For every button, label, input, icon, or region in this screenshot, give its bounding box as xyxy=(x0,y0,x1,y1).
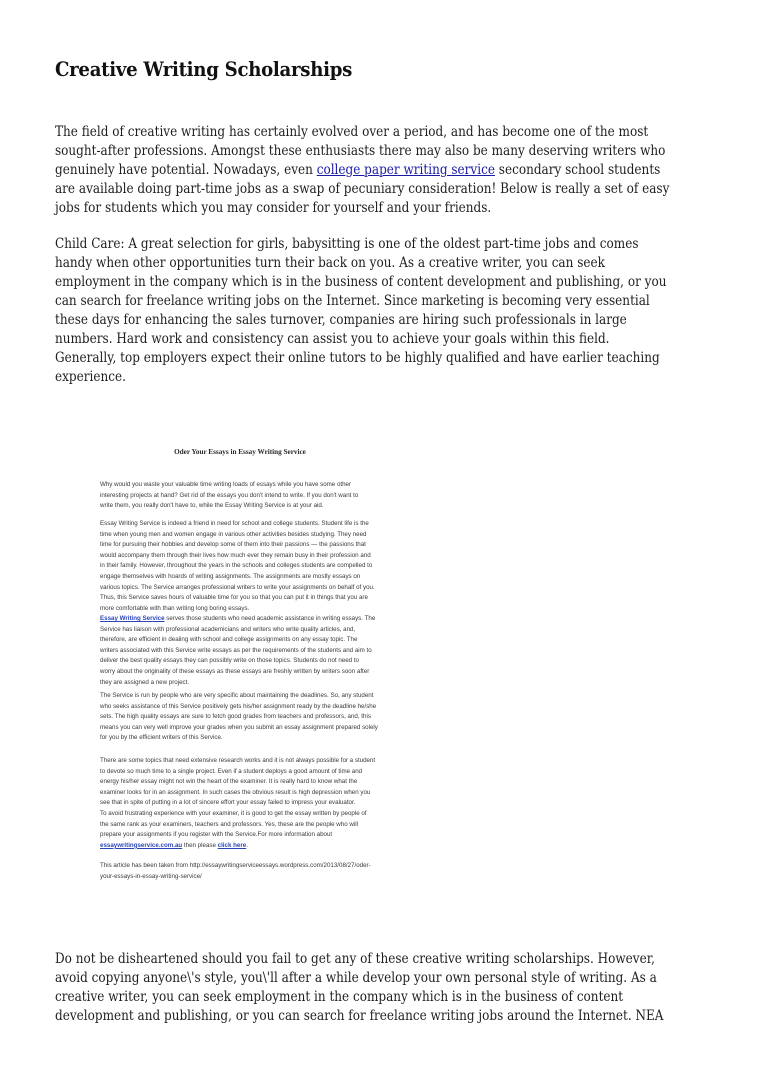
text-line: sets. The high quality essays are sure to fetch good grades from teachers and professors, and, this xyxy=(100,713,371,721)
text-line: This article has been taken from http://essaywritingserviceessays.wordpress.com/2013/08/27/oder- xyxy=(100,862,371,869)
child-care-paragraph xyxy=(55,235,666,387)
text-line: write them, you really don't have to, while the Essay Writing Service is at your aid. xyxy=(100,502,324,510)
embedded-essaywritingservice-link: essaywritingservice.com.au xyxy=(100,841,183,849)
text-line: handy when other opportunities turn their back on you. As a creative writer, you can seek xyxy=(55,255,605,271)
text-line xyxy=(100,841,367,852)
text-line: deliver the best quality essays they can possibly write on those topics. Students do not need to xyxy=(100,657,359,665)
text-line: development and publishing, or you can search for freelance writing jobs around the Internet. NEA xyxy=(55,1008,664,1024)
embedded-essay-image xyxy=(80,400,480,920)
text-line: prepare your assignments if you register with the Service.For more information about xyxy=(100,831,333,839)
text-line: your-essays-in-essay-writing-service/ xyxy=(100,872,202,880)
embedded-paragraph xyxy=(100,614,375,688)
text-line: The Service is run by people who are very specific about maintaining the deadlines. So, any student xyxy=(100,692,374,699)
intro-paragraph xyxy=(55,123,669,218)
text-line: means you can very well improve your grades when you submit an essay assignment prepared solely xyxy=(100,723,378,731)
text-line: engage themselves with hoards of writing assignments. The assignments are mostly essays on xyxy=(100,572,361,580)
text-line: The field of creative writing has certainly evolved over a period, and has become one of the most xyxy=(55,124,649,140)
embedded-essay-writing-service-link: Essay Writing Service xyxy=(100,615,165,622)
embedded-paragraph xyxy=(100,519,375,614)
text-line: Do not be disheartened should you fail to get any of these creative writing scholarships. However, xyxy=(55,951,655,967)
text-line: interesting projects at hand? Get rid of the essays you don't intend to write. If you don't want to xyxy=(100,491,359,499)
text-line: can search for freelance writing jobs on the Internet. Since marketing is becoming very essential xyxy=(55,293,650,309)
text-line: see that in spite of putting in a lot of sincere effort your essay failed to impress your evaluator. xyxy=(100,799,356,807)
text-line: Thus, this Service saves hours of valuable time for you so that you can put it in things that you are xyxy=(100,594,368,602)
text-line: they are assigned a new project. xyxy=(100,678,190,686)
embedded-doc-title: Oder Your Essays in Essay Writing Service xyxy=(174,448,306,456)
text-line: examiner looks for in an assignment. In such cases the obvious result is high depression when you xyxy=(100,788,371,796)
text-line: time for pursuing their hobbies and develop some of them into their passions — the passions that xyxy=(100,541,366,549)
text-line: these days for enhancing the sales turnover, companies are hiring such professionals in large xyxy=(55,312,627,328)
college-paper-writing-service-link[interactable]: college paper writing service xyxy=(316,162,495,178)
text-segment: secondary school students xyxy=(494,162,661,178)
text-line xyxy=(55,161,669,180)
text-line: experience. xyxy=(55,369,126,385)
text-segment: genuinely have potential. Nowadays, even xyxy=(55,162,317,178)
text-line: worry about the originality of these essays as these essays are freshly written by writers soon after xyxy=(100,667,370,675)
text-line: Child Care: A great selection for girls, babysitting is one of the oldest part-time jobs and comes xyxy=(55,236,639,252)
text-line: Why would you waste your valuable time writing loads of essays while you have some other xyxy=(100,481,352,488)
text-line: energy his/her essay might not win the heart of the examiner. It is really hard to know what the xyxy=(100,778,358,786)
text-line: who seeks assistance of this Service positively gets his/her assignment ready by the deadline he/she xyxy=(100,702,377,710)
text-line xyxy=(100,614,375,625)
text-line: more comfortable with than writing long boring essays. xyxy=(100,604,250,612)
text-line: would accompany them through their lives how much ever they remain busy in their profession and xyxy=(100,551,371,559)
text-line: to devote so much time to a single project. Even if a student deploys a good amount of time and xyxy=(100,767,363,775)
embedded-paragraph xyxy=(100,861,371,882)
page-title: Creative Writing Scholarships xyxy=(55,58,353,81)
embedded-paragraph xyxy=(100,809,367,851)
text-line: To avoid frustrating experience with your examiner, it is good to get the essay written by people of xyxy=(100,810,367,817)
text-line: creative writer, you can seek employment in the company which is in the business of content xyxy=(55,989,624,1005)
text-line: numbers. Hard work and consistency can assist you to achieve your goals within this field. xyxy=(55,331,610,347)
text-line: Service has liaison with professional academicians and writers who write quality articles, and, xyxy=(100,625,356,633)
embedded-paragraph xyxy=(100,480,358,512)
text-line: therefore, are efficient in dealing with school and college assignments on any essay topic. The xyxy=(100,636,358,644)
text-line: are available doing part-time jobs as a swap of pecuniary consideration! Below is really a set of easy xyxy=(55,181,670,197)
text-line: sought-after professions. Amongst these enthusiasts there may also be many deserving writers who xyxy=(55,143,666,159)
embedded-paragraph xyxy=(100,756,375,809)
text-line: There are some topics that need extensive research works and it is not always possible for a student xyxy=(100,757,376,764)
text-line: jobs for students which you may consider for yourself and your friends. xyxy=(55,200,492,216)
text-segment: . xyxy=(246,841,248,849)
embedded-paragraph xyxy=(100,691,378,744)
text-line: avoid copying anyone\'s style, you\'ll after a while develop your own personal style of writing. As a xyxy=(55,970,657,986)
text-line: writers associated with this Service write essays as per the requirements of the students and aim to xyxy=(100,646,372,654)
text-line: time when young men and women engage in various other activities besides studying. They need xyxy=(100,530,367,538)
closing-paragraph xyxy=(55,950,664,1026)
text-line: Essay Writing Service is indeed a friend in need for school and college students. Student life is the xyxy=(100,520,369,527)
text-line: employment in the company which is in the business of content development and publishing, or you xyxy=(55,274,667,290)
text-line: various topics. The Service arranges professional writers to write your assignments on behalf of you. xyxy=(100,583,375,591)
embedded-click-here-link: click here xyxy=(217,841,247,849)
text-line: for you by the efficient writers of this Service. xyxy=(100,734,223,742)
text-line: in their family. However, throughout the years in the schools and colleges students are compelled to xyxy=(100,562,373,570)
text-line: Generally, top employers expect their online tutors to be highly qualified and have earlier teaching xyxy=(55,350,660,366)
text-segment: then please xyxy=(182,841,218,849)
text-segment: serves those students who need academic assistance in writing essays. The xyxy=(164,615,376,622)
text-line: the same rank as your examiners, teachers and professors. Yes, these are the people who will xyxy=(100,820,358,828)
